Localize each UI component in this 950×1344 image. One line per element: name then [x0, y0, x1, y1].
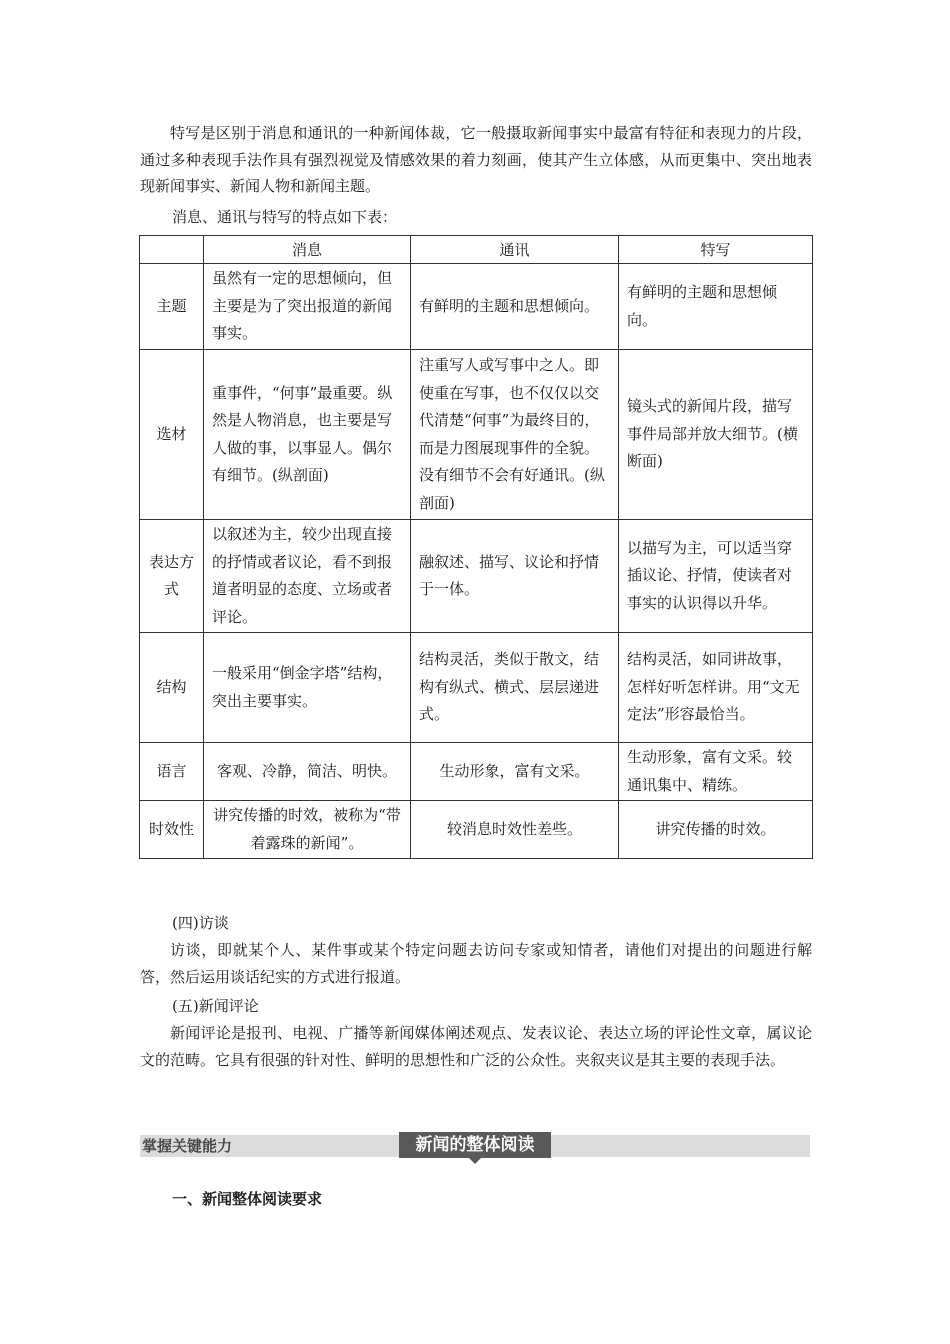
row-label: 语言: [140, 743, 204, 801]
table-header-xiaoxi: 消息: [204, 236, 411, 264]
table-row: [140, 633, 813, 743]
comparison-table: [139, 235, 813, 859]
banner-tab-label: 新闻的整体阅读: [399, 1132, 551, 1158]
table-row: [140, 350, 813, 520]
table-cell: 有鲜明的主题和思想倾向。: [619, 264, 813, 350]
section-5-heading: (五)新闻评论: [172, 997, 259, 1015]
section-4-paragraph: 访谈，即就某个人、某件事或某个特定问题去访问专家或知情者，请他们对提出的问题进行解答，然后运用谈话纪实的方式进行报道。: [140, 941, 812, 986]
table-cell: 重事件，“何事”最重要。纵然是人物消息，也主要是写人做的事，以事显人。偶尔有细节。(纵剖面): [204, 350, 411, 520]
table-cell: 以描写为主，可以适当穿插议论、抒情，使读者对事实的认识得以升华。: [619, 520, 813, 633]
table-cell: 讲究传播的时效，被称为“带着露珠的新闻”。: [204, 801, 411, 859]
table-row: [140, 520, 813, 633]
table-header-row: [140, 236, 813, 264]
table-cell: 注重写人或写事中之人。即使重在写事，也不仅仅以交代清楚“何事”为最终目的，而是力图展现事件的全貌。没有细节不会有好通讯。(纵剖面): [411, 350, 619, 520]
table-cell: 镜头式的新闻片段，描写事件局部并放大细节。(横断面): [619, 350, 813, 520]
table-header-tongxun: 通讯: [411, 236, 619, 264]
table-intro-line: 消息、通讯与特写的特点如下表：: [172, 208, 398, 226]
table-row: [140, 743, 813, 801]
table-cell: 一般采用“倒金字塔”结构，突出主要事实。: [204, 633, 411, 743]
row-label: 表达方式: [140, 520, 204, 633]
row-label: 选材: [140, 350, 204, 520]
table-cell: 结构灵活，类似于散文，结构有纵式、横式、层层递进式。: [411, 633, 619, 743]
key-ability-banner: [140, 1135, 810, 1157]
row-label: 时效性: [140, 801, 204, 859]
table-cell: 客观、冷静，简洁、明快。: [204, 743, 411, 801]
row-label: 主题: [140, 264, 204, 350]
section-title: 一、新闻整体阅读要求: [172, 1190, 323, 1208]
table-cell: 较消息时效性差些。: [411, 801, 619, 859]
table-cell: 有鲜明的主题和思想倾向。: [411, 264, 619, 350]
table-cell: 结构灵活，如同讲故事，怎样好听怎样讲。用“文无定法”形容最恰当。: [619, 633, 813, 743]
section-5-paragraph: 新闻评论是报刊、电视、广播等新闻媒体阐述观点、发表议论、表达立场的评论性文章，属议论文的范畴。它具有很强的针对性、鲜明的思想性和广泛的公众性。夹叙夹议是其主要的表现手法。: [140, 1024, 812, 1069]
section-4-heading: (四)访谈: [172, 914, 229, 932]
table-header-texie: 特写: [619, 236, 813, 264]
table-cell: 生动形象，富有文采。: [411, 743, 619, 801]
row-label: 结构: [140, 633, 204, 743]
banner-left-label: 掌握关键能力: [142, 1137, 233, 1155]
table-row: [140, 264, 813, 350]
table-cell: 以叙述为主，较少出现直接的抒情或者议论，看不到报道者明显的态度、立场或者评论。: [204, 520, 411, 633]
table-row: [140, 801, 813, 859]
table-cell: 虽然有一定的思想倾向，但主要是为了突出报道的新闻事实。: [204, 264, 411, 350]
table-cell: 融叙述、描写、议论和抒情于一体。: [411, 520, 619, 633]
table-header-corner: [140, 236, 204, 264]
banner-pointer-icon: [469, 1158, 481, 1164]
feature-intro-paragraph: 特写是区别于消息和通讯的一种新闻体裁，它一般摄取新闻事实中最富有特征和表现力的片段，通过多种表现手法作具有强烈视觉及情感效果的着力刻画，使其产生立体感，从而更集中、突出地表现新闻事实、新闻人物和新闻主题。: [140, 124, 812, 195]
table-cell: 生动形象，富有文采。较通讯集中、精练。: [619, 743, 813, 801]
table-cell: 讲究传播的时效。: [619, 801, 813, 859]
